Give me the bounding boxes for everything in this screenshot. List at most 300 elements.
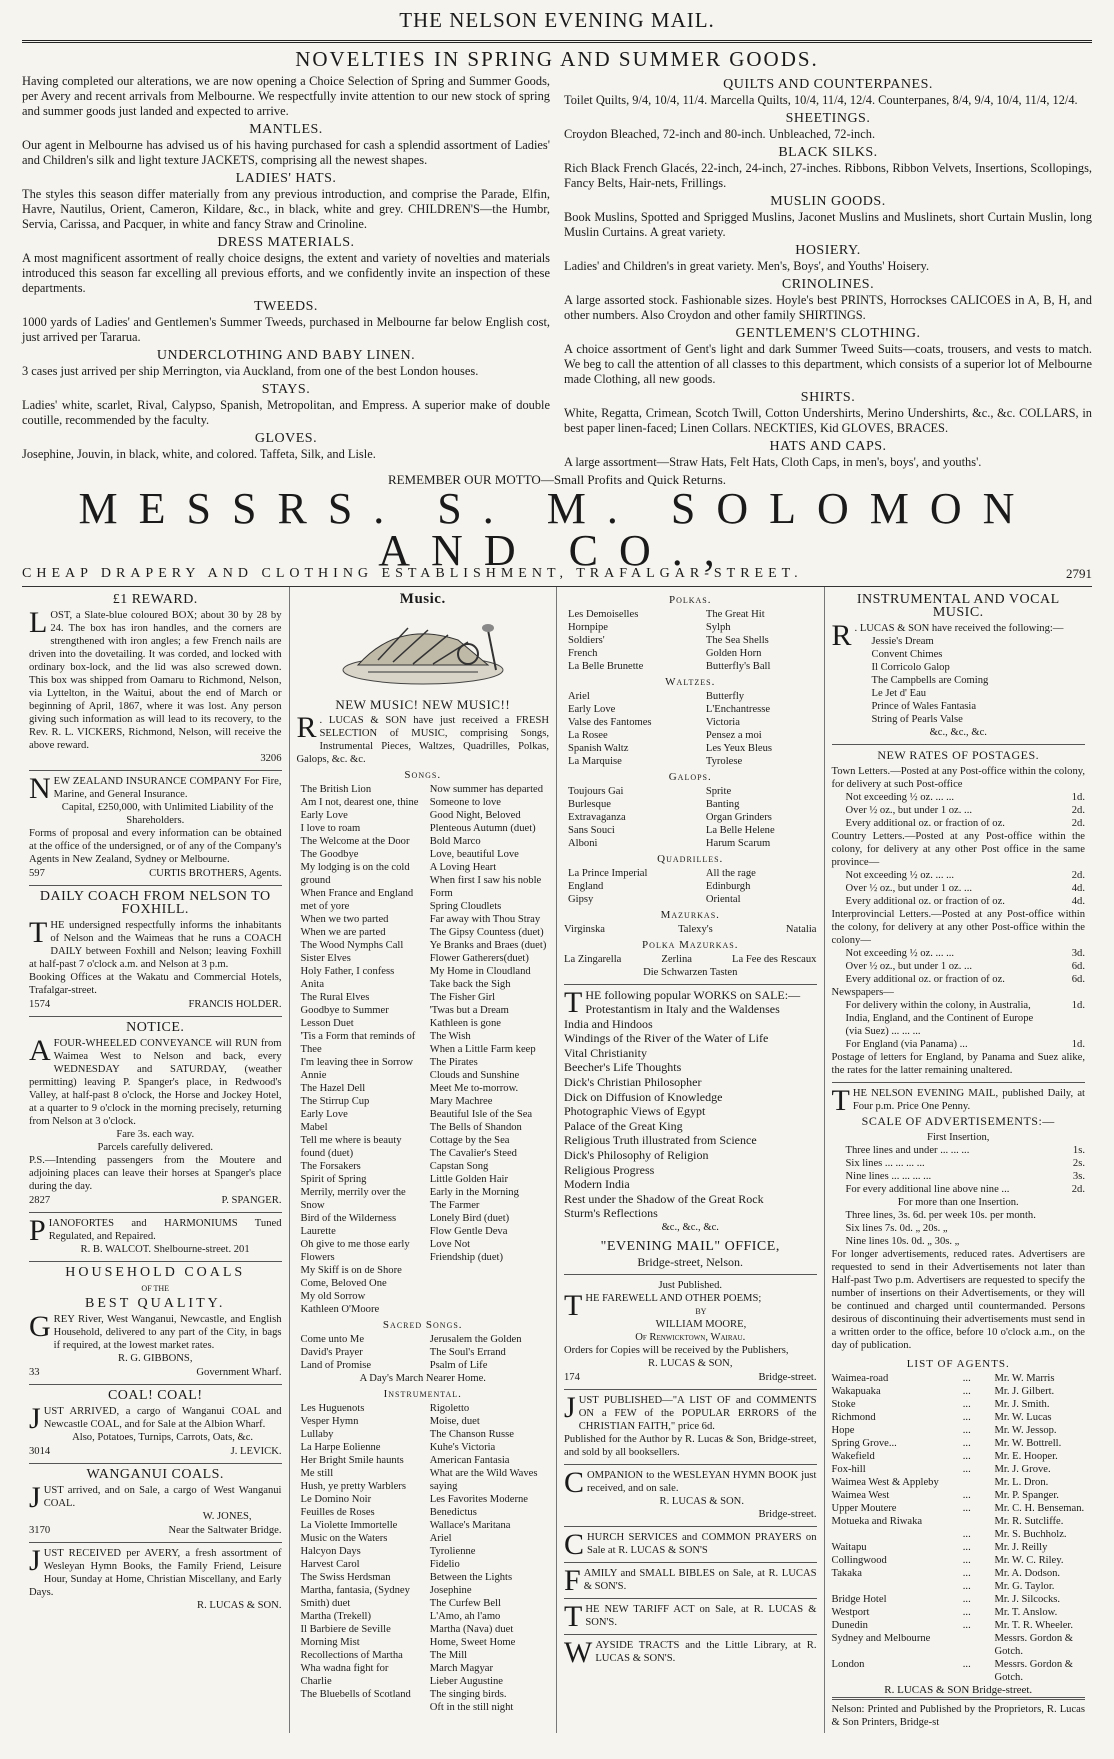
song-item: Love Not [429, 1239, 471, 1250]
notice-text [29, 1034, 282, 1128]
country-letters: Country Letters.—Posted at any Post-office within the colony, for delivery at any other Post office in the same province— [831, 831, 1085, 868]
song-item: Goodbye to Summer [300, 1005, 389, 1016]
town-letters: Town Letters.—Posted at any Post-office within the colony, for delivery at such Post-office [831, 766, 1085, 790]
divider [29, 885, 282, 886]
instrumental-item: Vesper Hymn [300, 1416, 359, 1427]
signature: Near the Saltwater Bridge. [168, 1525, 282, 1536]
song-item: My Home in Cloudland [429, 966, 531, 977]
avery-signature: R. LUCAS & SON. [197, 1600, 282, 1611]
rate-row [846, 999, 1086, 1038]
divider [564, 1634, 817, 1635]
song-item: The British Lion [300, 784, 372, 795]
instrumental-item: The singing birds. [429, 1689, 507, 1700]
ad-title: NOVELTIES IN SPRING AND SUMMER GOODS. [295, 47, 819, 71]
polka-item: Golden Horn [705, 648, 762, 659]
rate-row [846, 817, 1086, 830]
agent-name: Mr. G. Taylor. [994, 1581, 1055, 1592]
song-item: Spring Cloudlets [429, 901, 502, 912]
divider [832, 1082, 1086, 1083]
agent-dots: ... [962, 1425, 971, 1436]
piano-signature: R. B. WALCOT. Shelbourne-street. 201 [80, 1244, 250, 1255]
instrumental-item: Music on the Waters [300, 1533, 388, 1544]
song-item: Anita [300, 979, 325, 990]
divider [29, 770, 282, 771]
agent-name: Mr. P. Spanger. [994, 1490, 1059, 1501]
drop-cap: J [29, 1544, 41, 1577]
coal-heading: HOUSEHOLD COALS [65, 1265, 246, 1280]
song-item: Bold Marco [429, 836, 481, 847]
instrumental-item: Les Huguenots [300, 1403, 365, 1414]
agent-place: Collingwood [831, 1555, 887, 1566]
rate-value: 4d. [1071, 883, 1085, 894]
song-item: The Stirrup Cup [300, 1096, 370, 1107]
agent-dots: ... [962, 1399, 971, 1410]
ad-number: 174 [564, 1371, 580, 1383]
work-item: Dick on Diffusion of Knowledge [564, 1089, 723, 1104]
song-item: The Cavalier's Steed [429, 1148, 517, 1159]
ad-number: 2827 [29, 1195, 51, 1206]
quadrilles-right [706, 867, 817, 906]
galop-item: Banting [705, 799, 740, 810]
agent-row [832, 1372, 1086, 1385]
rate-row [846, 804, 1086, 817]
polka-mazurka-item: La Zingarella [564, 954, 622, 965]
agent-place: Bridge Hotel [831, 1594, 887, 1605]
waltz-item: Valse des Fantomes [568, 717, 652, 728]
waltzes-right [706, 690, 817, 768]
poems-by: BY [695, 1306, 707, 1316]
piano-body: IANOFORTES and HARMONIUMS Tuned Regulated, and Repaired. [48, 1218, 282, 1242]
ad-section-heading: UNDERCLOTHING AND BABY LINEN. [156, 348, 416, 363]
solomon-advertisement [22, 47, 1092, 582]
agents-signature: R. LUCAS & SON Bridge-street. [832, 1684, 1086, 1700]
instrumental-list-left [301, 1402, 420, 1714]
sacred-item: Land of Promise [300, 1360, 372, 1371]
quadrille-item: Gipsy [568, 894, 594, 905]
rate-value: 2d. [1071, 818, 1085, 829]
column-3 [557, 587, 825, 1733]
sacred-item: Jerusalem the Golden [429, 1334, 522, 1345]
insurance-text: Forms of proposal and every information can be obtained at the office of the undersigned, or of any of the Company's Agents in New Zealand, Sydney or Melbourne. [29, 828, 282, 865]
song-item: When a Little Farm keep [429, 1044, 536, 1055]
waltz-item: La Marquise [568, 756, 622, 767]
iv-item: Jessie's Dream [871, 636, 934, 647]
agent-name: Messrs. Gordon & Gotch. [994, 1633, 1074, 1657]
rate-label: Nine lines ... ... ... ... [845, 1171, 932, 1182]
instrumental-item: Ariel [429, 1533, 452, 1544]
instrumental-item: The Curfew Bell [429, 1598, 501, 1609]
divider [564, 1526, 817, 1527]
wanganui-signature-row [29, 1524, 282, 1537]
ad-section-heading: MANTLES. [249, 122, 323, 137]
sacred-item: Come unto Me [300, 1334, 365, 1345]
divider [29, 1542, 282, 1543]
music-heading: Music. [399, 591, 446, 607]
companion-text [564, 1465, 817, 1499]
instrumental-item: La Harpe Eolienne [300, 1442, 381, 1453]
agent-name: Mr. J. Gilbert. [994, 1386, 1055, 1397]
tariff-body: HE NEW TARIFF ACT on Sale, at R. LUCAS & SON'S. [585, 1603, 817, 1628]
mail-info [831, 1084, 1086, 1117]
agents-list [832, 1372, 1086, 1684]
ad-section-heading: QUILTS AND COUNTERPANES. [723, 77, 933, 92]
song-item: 'Twas but a Dream [429, 1005, 509, 1016]
song-item: Merrily, merrily over the Snow [300, 1187, 406, 1211]
divider [832, 744, 1086, 745]
divider [29, 1463, 282, 1464]
instrumental-item: L'Amo, ah l'amo [429, 1611, 501, 1622]
sacred-list-left [301, 1333, 420, 1372]
music-instruments-illustration [338, 610, 508, 690]
iv-item: Prince of Wales Fantasia [871, 701, 977, 712]
rate-row [846, 960, 1086, 973]
song-item: Kathleen O'Moore [300, 1304, 380, 1315]
wayside-body: AYSIDE TRACTS and the Little Library, at R. LUCAS & SON'S. [595, 1639, 817, 1664]
newspapers-label: Newspapers— [831, 987, 894, 998]
mail-info-body: HE NELSON EVENING MAIL, published Daily, at Four p.m. Price One Penny. [852, 1088, 1085, 1112]
drop-cap: J [29, 1481, 41, 1514]
agent-name: Mr. J. Grove. [994, 1464, 1051, 1475]
mazurka-item: Virginska [564, 924, 605, 935]
coach-heading: DAILY COACH FROM NELSON TO FOXHILL. [39, 889, 271, 917]
interprovincial-rates [846, 947, 1086, 986]
agent-dots: ... [962, 1464, 971, 1475]
drop-cap: T [831, 1084, 850, 1117]
quadrille-item: All the rage [705, 868, 756, 879]
song-item: Laurette [300, 1226, 336, 1237]
rate-label: Not exceeding ½ oz. ... ... [845, 792, 955, 803]
galops-heading: Galops. [668, 771, 712, 783]
instrumental-item: The Swiss Herdsman [300, 1572, 391, 1583]
ad-number: 597 [29, 868, 45, 879]
agent-row [832, 1541, 1086, 1554]
mazurkas-heading: Mazurkas. [660, 909, 720, 921]
agent-dots: ... [962, 1373, 971, 1384]
agent-place: Waimea West & Appleby [831, 1477, 939, 1488]
agent-row [832, 1398, 1086, 1411]
companion-body: OMPANION to the WESLEYAN HYMN BOOK just received, and on sale. [587, 1469, 817, 1494]
waltzes-list [564, 690, 817, 768]
agent-row [832, 1606, 1086, 1619]
rate-value: 3d. [1071, 948, 1085, 959]
song-item: Plenteous Autumn (duet) [429, 823, 536, 834]
agent-place: London [831, 1659, 865, 1670]
waltz-item: Butterfly [705, 691, 745, 702]
tariff-text [564, 1599, 817, 1633]
song-item: Spirit of Spring [300, 1174, 367, 1185]
ad-section-heading: MUSLIN GOODS. [770, 194, 886, 209]
work-item: Rest under the Shadow of the Great Rock [564, 1191, 764, 1206]
work-item: Palace of the Great King [564, 1118, 683, 1133]
avery-body: UST RECEIVED per AVERY, a fresh assortment of Wesleyan Hymn Books, the Family Friend, Leisure Hour, Sunday at Home, Christian Miscellany, and Early Days. [29, 1548, 282, 1598]
rate-label: For delivery within the colony, in Australia, India, England, and the Continent of Europe (via Suez) ... ... ... [845, 1000, 1034, 1037]
instrumental-item: Between the Lights [429, 1572, 513, 1583]
rate-label: For every additional line above nine ... [845, 1184, 1010, 1195]
agent-dots: ... [962, 1451, 971, 1462]
ad-section-text: Croydon Bleached, 72-inch and 80-inch. Unbleached, 72-inch. [564, 127, 876, 141]
companion-address: Bridge-street. [758, 1508, 817, 1520]
polka-mazurka-last: Die Schwarzen Tasten [643, 967, 738, 978]
song-item: Am I not, dearest one, thine [300, 797, 419, 808]
song-item: Clouds and Sunshine [429, 1070, 520, 1081]
instrumental-item: The Bluebells of Scotland [300, 1689, 411, 1700]
waltz-item: Victoria [705, 717, 740, 728]
rate-label: Over ½ oz., but under 1 oz. ... [845, 805, 973, 816]
drop-cap: R [296, 711, 317, 744]
agent-place: Westport [831, 1607, 870, 1618]
coal2-signature [29, 1445, 282, 1458]
galop-item: Alboni [568, 838, 598, 849]
postage-heading: NEW RATES OF POSTAGES. [877, 748, 1040, 762]
work-item: Dick's Philosophy of Religion [564, 1147, 709, 1162]
rate-label: For England (via Panama) ... [845, 1039, 968, 1050]
agent-place: Upper Moutere [831, 1503, 897, 1514]
song-item: Mary Machree [429, 1096, 493, 1107]
rate-line: Nine lines 10s. 0d. „ 30s. „ [845, 1236, 960, 1247]
agent-dots [963, 1515, 995, 1528]
just-published: Just Published. [658, 1279, 723, 1291]
instrumental-list-right [430, 1402, 549, 1714]
song-item: When first I saw his noble Form [429, 875, 542, 899]
polka-item: Butterfly's Ball [705, 661, 771, 672]
work-item: Religious Truth illustrated from Science [564, 1133, 757, 1148]
avery-text [29, 1544, 282, 1599]
ad-section-heading: TWEEDS. [254, 299, 318, 314]
list-errors-text [564, 1390, 817, 1433]
wayside-text [564, 1635, 817, 1669]
agent-place: Motueka and Riwaka [831, 1516, 923, 1527]
rate-row [846, 1144, 1086, 1157]
instrumental-item: Hush, ye pretty Warblers [300, 1481, 406, 1492]
song-item: The Forsakers [300, 1161, 361, 1172]
instrumental-item: American Fantasia [429, 1455, 510, 1466]
songs-list [297, 783, 550, 1316]
ad-right-column [564, 74, 1092, 470]
song-item: The Welcome at the Door [300, 836, 410, 847]
quadrille-item: England [568, 881, 604, 892]
poems-orders: Orders for Copies will be received by the Publishers, [564, 1344, 789, 1356]
ad-section-text: Ladies' white, scarlet, Rival, Calypso, Spanish, Metropolitan, and Empress. A superior make of double coutille, recommended by the faculty. [22, 398, 550, 427]
sacred-list-right [430, 1333, 549, 1372]
scale-heading: SCALE OF ADVERTISEMENTS:— [861, 1114, 1055, 1128]
sacred-item: Psalm of Life [429, 1360, 488, 1371]
agent-place: Takaka [831, 1568, 862, 1579]
agent-place: Hope [831, 1425, 855, 1436]
divider [29, 1384, 282, 1385]
ad-section-text: 1000 yards of Ladies' and Gentlemen's Summer Tweeds, purchased in Melbourne far below English cost, just arrived per Tararua. [22, 315, 550, 344]
instrumental-item: Fidelio [429, 1559, 460, 1570]
polka-item: Soldiers' [568, 635, 605, 646]
drop-cap: L [29, 606, 48, 639]
instrumental-item: What are the Wild Waves saying [429, 1468, 538, 1492]
agent-place: Dunedin [831, 1620, 868, 1631]
agent-row [832, 1385, 1086, 1398]
instrumental-item: Lieber Augustine [429, 1676, 504, 1687]
waltz-item: Pensez a moi [705, 730, 762, 741]
ad-section-heading: DRESS MATERIALS. [217, 235, 355, 250]
rate-row [846, 1157, 1086, 1170]
ad-section-text: Rich Black French Glacés, 22-inch, 24-inch, 27-inches. Ribbons, Ribbon Velvets, Insertions, Scollopings, Fancy Belts, Hair-nets, Frillings. [564, 161, 1092, 190]
family-text [564, 1563, 817, 1597]
divider [564, 1389, 817, 1390]
ad-number: 1574 [29, 999, 51, 1010]
sacred-list [297, 1333, 550, 1372]
drop-cap: T [29, 916, 48, 949]
agent-row [832, 1580, 1086, 1593]
rate-row [846, 947, 1086, 960]
agent-dots: ... [962, 1542, 971, 1553]
song-item: Lonely Bird (duet) [429, 1213, 510, 1224]
instrumental-item: Le Domino Noir [300, 1494, 372, 1505]
song-item: Come, Beloved One [300, 1278, 387, 1289]
ad-number: 3170 [29, 1525, 51, 1536]
divider [564, 1562, 817, 1563]
mazurka-item: Talexy's [678, 924, 713, 935]
drop-cap: W [564, 1635, 593, 1669]
instrumental-item: Wha wadna fight for Charlie [300, 1663, 389, 1687]
agent-row [832, 1476, 1086, 1489]
agent-dots: ... [962, 1503, 971, 1514]
rate-value: 6d. [1071, 961, 1085, 972]
sacred-item: David's Prayer [300, 1347, 363, 1358]
rate-line: Six lines 7s. 0d. „ 20s. „ [845, 1223, 948, 1234]
signature: J. LEVICK. [230, 1446, 282, 1457]
song-item: Beautiful Isle of the Sea [429, 1109, 533, 1120]
companion-signature: R. LUCAS & SON. [659, 1495, 744, 1507]
waltz-item: Les Yeux Bleus [705, 743, 773, 754]
agent-dots: ... [962, 1607, 971, 1618]
rate-value: 4d. [1071, 896, 1085, 907]
office-address: Bridge-street, Nelson. [637, 1254, 744, 1269]
ad-section-heading: LADIES' HATS. [235, 171, 337, 186]
agent-dots: ... [962, 1438, 971, 1449]
agent-place: Wakapuaka [831, 1386, 881, 1397]
agent-dots [963, 1632, 995, 1658]
polka-item: Les Demoiselles [568, 609, 639, 620]
rate-label: Every additional oz. or fraction of oz. [845, 818, 1005, 829]
agent-name: Mr. W. Lucas [994, 1412, 1052, 1423]
agent-dots: ... [962, 1581, 971, 1592]
works-intro-body: HE following popular WORKS on SALE:— [585, 988, 801, 1002]
reward-heading: £1 REWARD. [112, 592, 198, 607]
instrumental-item: March Magyar [429, 1663, 493, 1674]
galop-item: Burlesque [568, 799, 611, 810]
iv-list [872, 635, 1086, 726]
agent-row [832, 1450, 1086, 1463]
rate-label: Not exceeding ½ oz. ... ... [845, 870, 955, 881]
song-item: The Gipsy Countess (duet) [429, 927, 544, 938]
instrumental-item: Martha, fantasia, (Sydney Smith) duet [300, 1585, 410, 1609]
agent-row [832, 1619, 1086, 1632]
song-item: The Rural Elves [300, 992, 370, 1003]
coal2-heading: COAL! COAL! [107, 1388, 203, 1403]
agent-row [832, 1424, 1086, 1437]
song-item: My Skiff is on de Shore [300, 1265, 402, 1276]
instrumental-item: Kuhe's Victoria [429, 1442, 496, 1453]
ad-section-heading: SHEETINGS. [785, 111, 871, 126]
agent-place: Stoke [831, 1399, 856, 1410]
divider [564, 984, 817, 985]
polka-item: The Great Hit [705, 609, 765, 620]
ad-section-text: A large assorted stock. Fashionable sizes. Hoyle's best PRINTS, Horrockses CALICOES in A, B, H, and other numbers. Also Croydon and other family SHIRTINGS. [564, 293, 1092, 322]
iv-item: String of Pearls Valse [871, 714, 963, 725]
lower-columns [22, 586, 1092, 1733]
instrumental-item: Home, Sweet Home [429, 1637, 516, 1648]
waltz-item: L'Enchantresse [705, 704, 771, 715]
rate-label: Every additional oz. or fraction of oz. [845, 896, 1005, 907]
divider [564, 1274, 817, 1275]
polka-mazurka-item: Zerlina [661, 954, 692, 965]
song-item: Cottage by the Sea [429, 1135, 510, 1146]
work-item: Sturm's Reflections [564, 1206, 658, 1221]
waltz-item: Tyrolese [705, 756, 743, 767]
agent-dots: ... [962, 1620, 971, 1631]
work-item: Dick's Christian Philosopher [564, 1074, 702, 1089]
signature: Bridge-street. [758, 1371, 817, 1383]
agent-name: Mr. S. Buchholz. [994, 1529, 1067, 1540]
ad-section-heading: GENTLEMEN'S CLOTHING. [735, 326, 921, 341]
ad-section-heading: HATS AND CAPS. [769, 439, 887, 454]
rate-row [846, 973, 1086, 986]
song-item: Good Night, Beloved [429, 810, 521, 821]
instrumental-item: Martha (Nava) duet [429, 1624, 514, 1635]
reward-text [29, 606, 282, 752]
motto: REMEMBER OUR MOTTO—Small Profits and Quick Returns. [387, 472, 727, 487]
coach-signature [29, 998, 282, 1011]
agent-name: Mr. A. Dodson. [994, 1568, 1061, 1579]
first-insertion: First Insertion, [927, 1132, 990, 1143]
iv-etc: &c., &c., &c. [929, 727, 987, 738]
reward-body: OST, a Slate-blue coloured BOX; about 30 by 28 by 24. The box has iron handles, and the corners are strengthened with iron angles; a few French nails are driven into the dovetailing. It was corded, and locked with ordinary box-lock, and the lid was also screwed down. This box was shipped from Oamaru to Richmond, Nelson, via Lyttelton, in the Waitui, about the end of March or beginning of April, 1867, where it was lost. Any person giving such information as will lead to its recovery, to the Rev. R. L. VICKERS, Richmond, Nelson, will receive the above reward. [29, 610, 282, 751]
rate-value: 2s. [1072, 1158, 1085, 1169]
song-item: I'm leaving thee in Sorrow Annie [300, 1057, 414, 1081]
waltz-item: La Rosee [568, 730, 608, 741]
polka-item: The Sea Shells [705, 635, 769, 646]
agent-dots: ... [962, 1659, 971, 1670]
ad-section-heading: GLOVES. [254, 431, 318, 446]
rate-value: 6d. [1071, 974, 1085, 985]
instrumental-item: Lullaby [300, 1429, 334, 1440]
agent-dots: ... [962, 1555, 971, 1566]
poems-title-body: HE FAREWELL AND OTHER POEMS; [585, 1292, 762, 1304]
waltzes-heading: Waltzes. [665, 676, 716, 688]
instrumental-item: Moise, duet [429, 1416, 480, 1427]
agent-place [832, 1528, 963, 1541]
drop-cap: T [564, 1288, 583, 1322]
list-errors-body: UST PUBLISHED—"A LIST OF and COMMENTS ON a FEW of the POPULAR ERRORS of the CHRISTIAN FAITH," price 6d. [578, 1394, 817, 1432]
agent-name: Mr. T. R. Wheeler. [994, 1620, 1074, 1631]
waltzes-left [568, 690, 696, 768]
instrumental-item: Il Barbiere de Seville [300, 1624, 391, 1635]
agent-place: Spring Grove... [831, 1438, 897, 1449]
agent-dots: ... [962, 1490, 971, 1501]
song-item: Early Love [300, 1109, 348, 1120]
song-item: Someone to love [429, 797, 501, 808]
polka-item: French [568, 648, 598, 659]
church-text [564, 1527, 817, 1561]
iv-intro-body: . LUCAS & SON have received the following:— [854, 623, 1064, 634]
instrumental-vocal-heading: INSTRUMENTAL AND VOCAL MUSIC. [856, 592, 1060, 620]
ad-section-heading: BLACK SILKS. [778, 145, 878, 160]
coal2-extra: Also, Potatoes, Turnips, Carrots, Oats, &c. [72, 1432, 254, 1443]
notice-parcels: Parcels carefully delivered. [97, 1142, 214, 1153]
song-item: My lodging is on the cold ground [300, 862, 410, 886]
song-item: The Pirates [429, 1057, 478, 1068]
rate-row [846, 869, 1086, 882]
waltz-item: Spanish Waltz [568, 743, 629, 754]
agents-heading: LIST OF AGENTS. [906, 1358, 1010, 1370]
music-intro [296, 711, 550, 766]
